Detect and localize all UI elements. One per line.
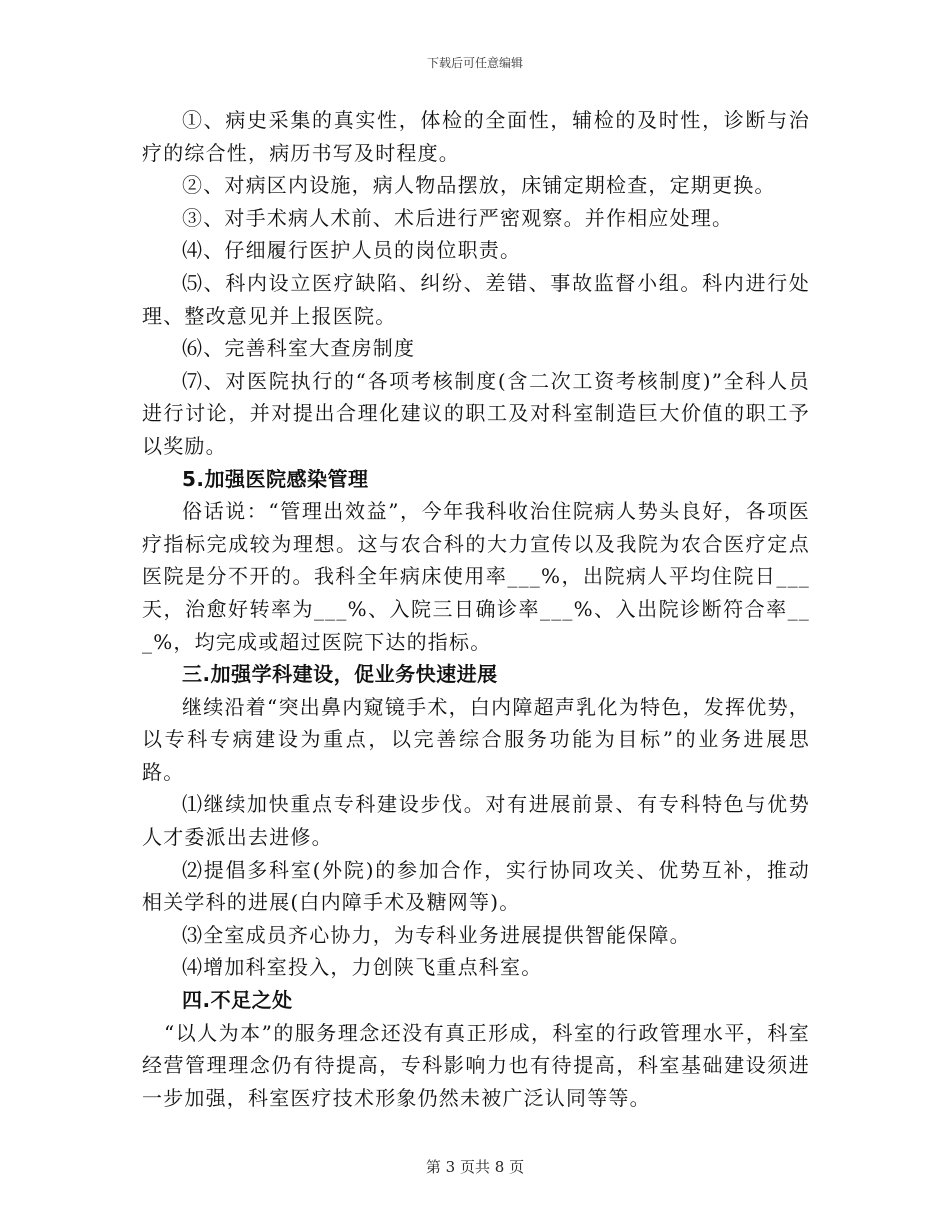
paragraph-item-2: ②、对病区内设施，病人物品摆放，床铺定期检查，定期更换。 — [182, 173, 776, 198]
paragraph-discipline-3: ⑶全室成员齐心协力，为专科业务进展提供智能保障。 — [182, 922, 691, 947]
paragraph-discipline-intro: 继续沿着“突出鼻内窥镜手术，白内障超声乳化为特色，发挥优势，以专科专病建设为重点，以完善综合服务功能为目标”的业务进展思路。 — [142, 694, 810, 784]
paragraph-item-4: ⑷、仔细履行医护人员的岗位职责。 — [182, 238, 522, 263]
paragraph-item-5: ⑸、科内设立医疗缺陷、纠纷、差错、事故监督小组。科内进行处理、整改意见并上报医院。 — [142, 270, 810, 328]
document-body — [142, 104, 810, 1114]
section-heading-discipline: 三.加强学科建设，促业务快速进展 — [182, 662, 498, 687]
page-footer: 第 3 页共 8 页 — [425, 1158, 525, 1176]
section-heading-shortcomings: 四.不足之处 — [182, 988, 293, 1013]
paragraph-item-6: ⑹、完善科室大查房制度 — [182, 336, 416, 361]
paragraph-management: 俗话说：“管理出效益”，今年我科收治住院病人势头良好，各项医疗指标完成较为理想。这与农合科的大力宣传以及我院为农合医疗定点医院是分不开的。我科全年病床使用率___%，出院病人平均住院日___天，治愈好转率为___%、入院三日确诊率___%、入出院诊断符合率___%，均完成或超过医院下达的指标。 — [142, 499, 810, 654]
paragraph-discipline-4: ⑷增加科室投入，力创陕飞重点科室。 — [182, 955, 543, 980]
page-header: 下载后可任意编辑 — [426, 56, 523, 70]
section-heading-infection: 5.加强医院感染管理 — [182, 466, 369, 491]
paragraph-item-7: ⑺、对医院执行的“各项考核制度(含二次工资考核制度)”全科人员进行讨论，并对提出合理化建议的职工及对科室制造巨大价值的职工予以奖励。 — [142, 368, 810, 458]
paragraph-item-3: ③、对手术病人术前、术后进行严密观察。并作相应处理。 — [182, 205, 734, 230]
paragraph-item-1: ①、病史采集的真实性，体检的全面性，辅检的及时性，诊断与治疗的综合性，病历书写及时程度。 — [142, 108, 810, 165]
paragraph-discipline-1: ⑴继续加快重点专科建设步伐。对有进展前景、有专科特色与优势人才委派出去进修。 — [142, 792, 810, 850]
paragraph-shortcomings: “以人为本”的服务理念还没有真正形成，科室的行政管理水平，科室经营管理理念仍有待提高，专科影响力也有待提高，科室基础建设须进一步加强，科室医疗技术形象仍然未被广泛认同等等。 — [142, 1020, 810, 1110]
paragraph-discipline-2: ⑵提倡多科室(外院)的参加合作，实行协同攻关、优势互补，推动相关学科的进展(白内障手术及糖网等)。 — [142, 857, 810, 915]
